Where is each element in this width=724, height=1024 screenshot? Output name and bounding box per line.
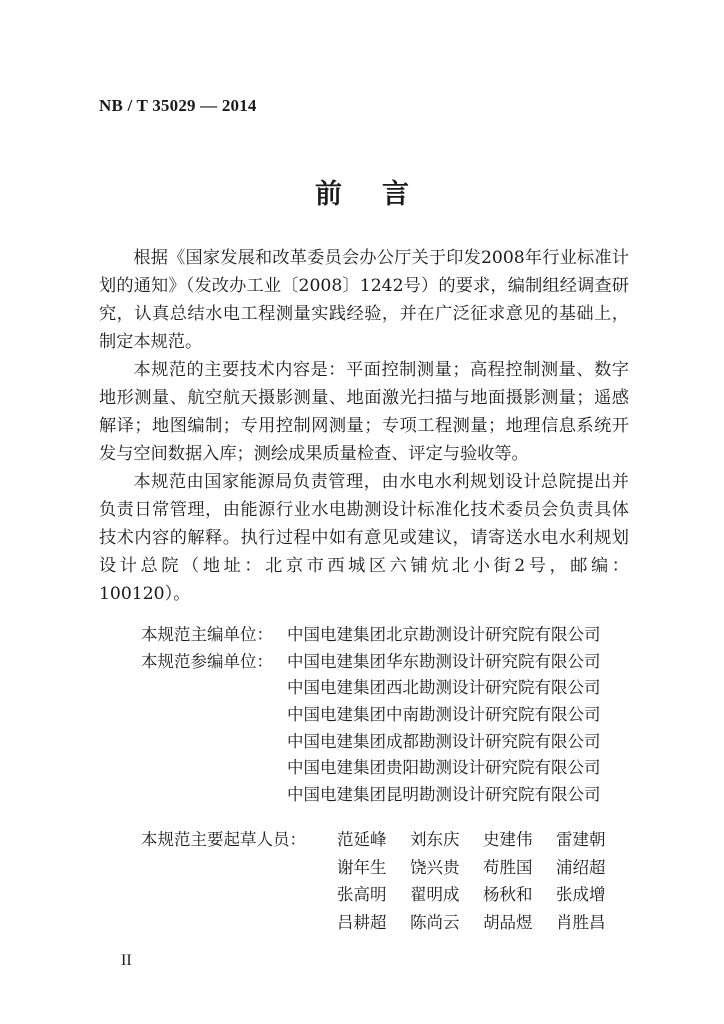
drafter-name: 吕耕超 — [337, 912, 387, 932]
drafter-name: 饶兴贵 — [410, 857, 460, 877]
drafters-label: 本规范主要起草人员： — [141, 830, 306, 849]
drafters-row — [141, 909, 629, 937]
drafter-name: 胡品煜 — [483, 912, 533, 932]
drafters — [141, 826, 629, 936]
participating-row — [141, 782, 601, 809]
paragraph-management: 本规范由国家能源局负责管理，由水电水利规划设计总院提出并负责日常管理，由能源行业水电勘测设计标准化技术委员会负责具体技术内容的解释。执行过程中如有意见或建议，请寄送水电水利规划设计总院（地址：北京市西城区六铺炕北小街2号，邮编：100120）。 — [99, 472, 629, 604]
drafter-name: 张高明 — [337, 885, 387, 904]
drafter-name: 肖胜昌 — [556, 912, 606, 932]
page-number: II — [121, 952, 132, 969]
participating-row — [141, 729, 601, 756]
participating-unit: 中国电建集团中南勘测设计研究院有限公司 — [287, 705, 601, 725]
participating-row — [141, 649, 601, 676]
drafter-name: 翟明成 — [410, 885, 460, 904]
drafter-name: 范延峰 — [337, 830, 387, 849]
participating-unit: 中国电建集团贵阳勘测设计研究院有限公司 — [287, 758, 601, 778]
drafter-name: 浦绍超 — [556, 857, 606, 877]
participating-row — [141, 675, 601, 702]
drafter-name: 陈尚云 — [410, 912, 460, 932]
participating-unit: 中国电建集团西北勘测设计研究院有限公司 — [287, 678, 601, 698]
drafter-name: 刘东庆 — [410, 830, 460, 849]
participating-row — [141, 755, 601, 782]
drafter-name: 张成增 — [556, 885, 606, 904]
participating-unit: 中国电建集团昆明勘测设计研究院有限公司 — [287, 785, 601, 805]
chief-editor-row — [141, 622, 601, 649]
preface-body — [99, 244, 629, 608]
drafters-row — [141, 826, 629, 854]
drafter-name: 雷建朝 — [556, 830, 606, 849]
chief-editor-unit: 中国电建集团北京勘测设计研究院有限公司 — [287, 625, 601, 644]
drafters-row — [141, 881, 629, 909]
drafter-name: 杨秋和 — [483, 885, 533, 904]
participating-label: 本规范参编单位： — [141, 651, 273, 671]
participating-unit: 中国电建集团成都勘测设计研究院有限公司 — [287, 731, 601, 751]
chief-editor-label: 本规范主编单位： — [141, 625, 273, 644]
participating-unit: 中国电建集团华东勘测设计研究院有限公司 — [287, 651, 601, 671]
page-title: 前言 — [315, 179, 449, 210]
standard-code: NB / T 35029 — 2014 — [99, 96, 257, 115]
drafter-name: 苟胜国 — [483, 857, 533, 877]
drafters-row — [141, 854, 629, 882]
paragraph-basis: 根据《国家发展和改革委员会办公厅关于印发2008年行业标准计划的通知》（发改办工业〔2008〕1242号）的要求，编制组经调查研究，认真总结水电工程测量实践经验，并在广泛征求意见的基础上，制定本规范。 — [99, 248, 629, 352]
paragraph-content: 本规范的主要技术内容是：平面控制测量；高程控制测量、数字地形测量、航空航天摄影测量、地面激光扫描与地面摄影测量；遥感解译；地图编制；专用控制网测量；专项工程测量；地理信息系统开发与空间数据入库；测绘成果质量检查、评定与验收等。 — [99, 360, 629, 464]
editing-units — [141, 622, 601, 809]
drafter-name: 谢年生 — [337, 857, 387, 877]
participating-row — [141, 702, 601, 729]
drafter-name: 史建伟 — [483, 830, 533, 849]
